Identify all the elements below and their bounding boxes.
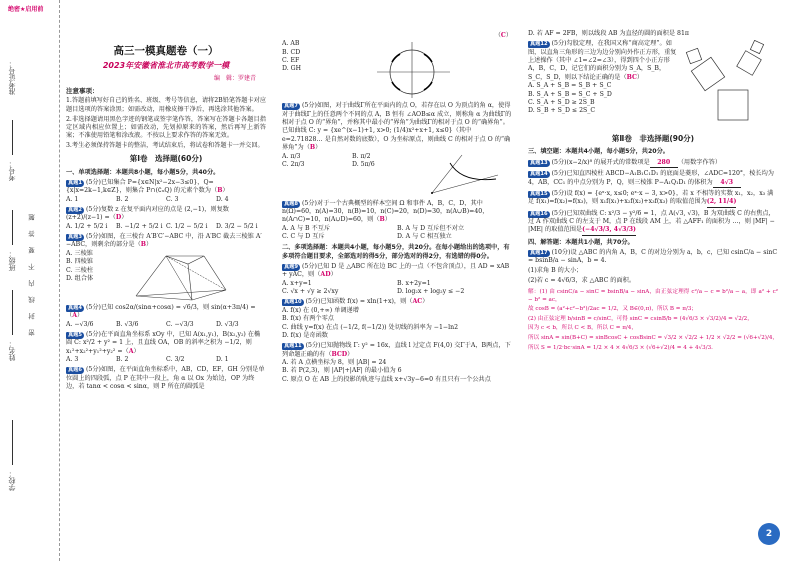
q1-options (66, 196, 266, 204)
q15-text: (5分)设 f(x) = {eˣ·x, x≤0; eˣ·x − 3, x>0}，若 x 不相等的实数 x₁，x₂，x₃ 满足 f(x₁)=f(x₂)=f(x₃)，则 x₁f(x₁)+x₂f(x₂)+x₃f(x₃) 的取值范围为 (528, 189, 774, 206)
seal-line-text: 密 封 线 内 不 要 答 题 (28, 210, 36, 337)
q7-answer: B (309, 144, 316, 152)
q12-option-c: C. S_A + S_D ≥ 2S_B (528, 98, 595, 106)
solution-line-1: 解：(1) 由 csinC/a − sinC = bsinB/a − sinA，由正弦定理得 c²/a − c = b²/a − a，即 a² + c² − b² = ac， (528, 288, 778, 303)
solution-line-4: 因为 c < b，所以 C < B，所以 C = π/4， (528, 325, 637, 332)
q3-option-d: D. 组合体 (66, 274, 94, 282)
q3-option-b: B. 四棱锥 (66, 258, 94, 266)
q10-option-c: C. 曲线 y=f(x) 在点 (−1/2, f(−1/2)) 处切线的斜率为 −1−ln2 (282, 323, 459, 331)
class-label: 班级： (8, 250, 16, 271)
q7-option-a: A. π/3 (282, 152, 301, 160)
editor-line: 编 辑：罗建青 (213, 74, 256, 82)
q12-answer: BC (626, 73, 637, 81)
q4-option-c: C. −√3/3 (166, 320, 194, 328)
q11-option-c: C. 原点 O 在 AB 上的投影的轨迹与直线 x+√3y−6=0 有且只有一个公共点 (282, 375, 491, 383)
q2-tag: 真题2 (68, 207, 82, 214)
question-6 (66, 366, 266, 391)
solution-line-6: 所以 S = 1/2·bc·sinA = 1/2 × 4 × 4√6/3 × (√6+√2)/4 = 4 + 4√3/3. (528, 344, 713, 351)
q7-option-b: B. π/2 (352, 152, 371, 160)
q3-option-c: C. 三棱柱 (66, 266, 94, 274)
q3-answer: B (140, 241, 146, 249)
q12-option-d: D. S_B + S_D ≤ 2S_C (528, 107, 596, 115)
q1-text: (5分)已知集合 P={x∈N|x²−2x−3≤0}，Q={x|x=2k−1,k∈Z}，则集合 P∩(∁ᵤQ) 的元素个数为 (66, 178, 214, 195)
boundary-angle-figure (422, 153, 502, 198)
q6-body (282, 40, 512, 100)
solution-line-3: (2) 由正弦定理 b/sinB = c/sinC，可得 sinC = csinB/b = (4√6/3 × √3/2)/4 = √2/2， (528, 315, 753, 322)
question-10: 真题10 (5分)已知函数 f(x) = xln(1+x)，则（AC） A. f(x) 在 (0,+∞) 单调递增 B. f(x) 有两个零点 C. 曲线 y=f(x) 在点 (−1/2, f(−1/2)) 处切线的斜率为 −1−ln2 D. f(x) 是奇函数 (282, 298, 512, 340)
q2-option-c: C. 1/2 − 5/2 i (166, 222, 208, 230)
q9-options (282, 280, 512, 297)
exam-title: 高三一模真题卷（一） (113, 45, 219, 57)
q1-option-c: C. 3 (166, 195, 179, 203)
q11-option-b: B. 若 P(2,3)，则 |AP|+|AF| 的最小值为 6 (282, 367, 402, 375)
q7-body (282, 153, 512, 198)
q7-option-d: D. 5π/6 (352, 160, 375, 168)
q1-answer: B (217, 187, 223, 195)
ticket-no-label: 准考证号： (8, 60, 16, 95)
q13-tail: （用数字作答） (677, 158, 722, 166)
q5-option-b: B. 2 (116, 356, 129, 363)
q17-sub-1: (1)求角 B 的大小； (528, 267, 583, 275)
q8-answer: B (379, 216, 385, 224)
q2-option-a: A. 1/2 + 5/2 i (66, 222, 108, 230)
q10-tag: 真题10 (284, 299, 302, 306)
q2-answer: D (115, 214, 122, 222)
q6-option-c: C. EF (282, 57, 300, 65)
q11-tag: 真题11 (284, 343, 302, 350)
page-number: 2 (758, 523, 780, 545)
solution-line-5: 所以 sinA = sin(B+C) = sinBcosC + cosBsinC = √3/2 × √2/2 + 1/2 × √2/2 = (√6+√2)/4， (528, 335, 779, 342)
q3-option-a: A. 三棱锥 (66, 249, 93, 257)
name-label: 姓名： (8, 340, 16, 361)
q1-option-d: D. 4 (216, 195, 229, 203)
solution-line-2: 故 cosB = (a²+c²−b²)/2ac = 1/2，又 B∈(0,π)，所以 B = π/3； (528, 306, 697, 313)
q2-text: (5分)复数 z 在复平面内对应的点是 (2,−1)，则复数 (z+2)/(z−1) = (66, 206, 229, 222)
q3-options (66, 250, 126, 283)
q13-tag: 真题13 (530, 159, 548, 166)
q10-option-d: D. f(x) 是奇函数 (282, 331, 328, 339)
q8-tag: 真题8 (284, 200, 298, 207)
note-1: 1.答题前填写好自己的姓名、班级、考号等信息，请将2B铅笔答题卡对应题目选项的答案涂黑；如需改动，用橡皮擦干净后，再选涂其他答案。 (66, 97, 267, 113)
q4-answer: A (72, 312, 77, 320)
q2-option-b: B. −1/2 + 5/2 i (116, 222, 163, 230)
q6-tag: 真题6 (68, 367, 82, 374)
q7-option-c: C. 2π/3 (282, 160, 305, 168)
question-15 (528, 190, 778, 208)
question-16 (528, 210, 778, 236)
q11-text: (5分)已知抛物线 Γ: y² = 16x，直线 l 过定点 F(4,0) 交Γ于A，B两点，下列命题正确的有 (282, 342, 511, 358)
q16-text: (5分)已知双曲线 C: x²/3 − y²/6 = 1，点 A(√3, √3)，B 为双曲线 C 的右焦点，过 A 作双曲线 C 的左支于 M，点 P 在线段 AM 上，若 △AFF₁ 的面积为 …，则 |MF| − |ME| 的取值范围是 (528, 209, 775, 234)
q1-option-b: B. 2 (116, 195, 129, 203)
q5-option-d: D. 1 (216, 356, 229, 363)
q9-option-a: A. x+y=1 (282, 279, 312, 287)
q8-option-d: D. A 与 C 相互独立 (397, 232, 452, 240)
note-2: 2.非选择题请用黑色字迹的钢笔或签字笔作答，答案写在答题卡各题目指定区域内相应位置上；如需改动，先划掉原来的答案，然后再写上新答案；不准使用铅笔和涂改液。不按以上要求作答的答案无效。 (66, 115, 266, 140)
q4-option-b: B. √3/6 (116, 320, 139, 328)
q9-option-c: C. √x + √y ≥ 2√xy (282, 288, 339, 296)
part1-title: 第Ⅰ卷 选择题(60分) (129, 154, 203, 164)
exam-no-label: 考号： (8, 160, 16, 181)
q17-tag: 真题17 (530, 250, 548, 257)
q2-options (66, 223, 266, 231)
section2-heading: 二、多项选择题：本题共4小题，每小题5分，共20分。在每小题给出的选项中，有多项符合题目要求，全部选对的得5分，部分选对的得2分，有选错的得0分。 (282, 244, 510, 260)
section1-heading: 一、单项选择题：本题共8小题，每小题5分，共40分。 (66, 168, 220, 176)
section4-heading: 四、解答题：本题共1小题，共70分。 (528, 238, 634, 246)
q5-options (66, 356, 266, 364)
q10-text: (5分)已知函数 f(x) = xln(1+x)，则 (305, 298, 407, 306)
q13-answer: 280 (650, 159, 678, 168)
q7-text: (5分)如图，对于曲线Γ所在平面内的点 O，若存在以 O 为顶点的角 α，使得对于曲线Γ上的任意两个不同的点 A，B 恒有 ∠AOB≤α 成立，则称角 α 为曲线Γ的相对于点 O 的“界角”，并称其中最小的“界角”为曲线Γ的相对于点 O 的“确界角”。已知曲线 C: y = {xe^(x−1)+1, x>0; (1/4)x²+x+1, x≤0}（其中 e=2.71828… 是自然对数的底数），O 为坐标原点，则曲线 C 的相对于点 O 的“确界角”为 (282, 102, 512, 152)
q12-option-a: A. S_A + S_B = S_B + S_C (528, 82, 612, 90)
exam-subtitle: 2023年安徽省淮北市高考数学一模 (102, 61, 230, 71)
q17-sub-2: (2)若 c = 4√6/3，求 △ABC 的面积。 (528, 277, 636, 285)
q6-option-a: A. AB (282, 40, 300, 48)
pythagorean-squares-figure (678, 40, 773, 130)
q11-option-a: A. 若 A 点横坐标为 8，则 |AB| = 24 (282, 358, 387, 366)
binding-margin (0, 0, 60, 561)
q7-tag: 真题7 (284, 103, 298, 110)
class-line (12, 210, 13, 245)
question-12: 真题12 (5分)勾股定理，在我国又称“商高定理”。如图，以直角三角形的三边为边分别向外作正方形，重复上述操作（其中 ∠1=∠2=∠3），得到四个小正方形 A，B，C，D，记它们的面积分别为 S_A，S_B，S_C，S_D，则以下结论正确的是（BC） A. S_A + S_B = S_B + S_C B. S_A + S_B = S_C + S_D C. S_A + S_D ≥ 2S_B D. S_B + S_D ≤ 2S_C (528, 40, 778, 130)
column-1 (66, 20, 266, 393)
q10-option-a: A. f(x) 在 (0,+∞) 单调递增 (282, 306, 359, 314)
q10-answer: AC (412, 298, 423, 306)
school-label: 学校： (8, 470, 16, 491)
q5-option-a: A. 3 (66, 356, 79, 363)
q6-option-b: B. CD (282, 48, 301, 56)
q5-answer: A (128, 347, 134, 355)
secret-tag: 绝密★启用前 (8, 6, 44, 13)
q1-tag: 真题1 (68, 179, 82, 186)
question-13 (528, 159, 778, 168)
q4-option-a: A. −√3/6 (66, 320, 94, 328)
q14-text: (5分)已知直四棱柱 ABCD−A₁B₁C₁D₁ 的底面是菱形，∠ADC=120°，棱长均为 4，AB，CC₁ 的中点分别为 P，Q，则三棱锥 P−A₁Q₁D₁ 的体积为 (528, 170, 774, 186)
q4-text: (5分)已知 cos2α/(sinα+cosα) = √6/3，则 sin(α+3π/4) = (86, 303, 256, 311)
exam-no-line (12, 120, 13, 155)
question-5: 真题5 (5分)在平面直角坐标系 xOy 中，已知 A(x₁,y₁)，B(x₂,y₂) 在椭圆 C: x²/2 + y² = 1 上，且直线 OA，OB 的斜率之积为 −1/2，则 x₁²+x₂²+y₁²+y₂² =（A） A. 3 B. 2 C. 3/2 D. 1 (66, 331, 266, 364)
question-1: 真题1 (5分)已知集合 P={x∈N|x²−2x−3≤0}，Q={x|x=2k−1,k∈Z}，则集合 P∩(∁ᵤQ) 的元素个数为（B） A. 1 B. 2 C. 3 D. 4 (66, 179, 266, 204)
question-8: 真题8 (5分)对于一个古典概型的样本空间 Ω 和事件 A，B，C，D，其中 n(Ω)=60，n(A)=30，n(B)=10，n(C)=20，n(D)=30，n(A∪B)=40，n(A∩C)=10，n(A∪D)=60，则（B） A. A 与 B 不互斥 B. A 与 D 互斥但不对立 C. C 与 D 互斥 D. A 与 C 相互独立 (282, 200, 512, 242)
q12-text: (5分)勾股定理，在我国又称“商高定理”。如图，以直角三角形的三边为边分别向外作正方形，重复上述操作（其中 ∠1=∠2=∠3），得到四个小正方形 A，B，C，D，记它们的面积分别为 S_A，S_B，S_C，S_D，则以下结论正确的是 (528, 40, 677, 81)
q6-option-d: D. GH (282, 65, 302, 73)
question-4: 真题4 (5分)已知 cos2α/(sinα+cosα) = √6/3，则 sin(α+3π/4) =（A） A. −√3/6 B. √3/6 C. −√3/3 D. √3/3 (66, 304, 266, 329)
column-3 (528, 30, 778, 353)
q1-option-a: A. 1 (66, 195, 79, 203)
q11-options (282, 359, 512, 384)
question-7: 真题7 (5分)如图，对于曲线Γ所在平面内的点 O，若存在以 O 为顶点的角 α，使得对于曲线Γ上的任意两个不同的点 A，B 恒有 ∠AOB≤α 成立，则称角 α 为曲线Γ的相对于点 O 的“界角”，并称其中最小的“界角”为曲线Γ的相对于点 O 的“确界角”。已知曲线 C: y = {xe^(x−1)+1, x>0; (1/4)x²+x+1, x≤0}（其中 e=2.71828… 是自然对数的底数），O 为坐标原点，则曲线 C 的相对于点 O 的“确界角”为（B） A. π/3 B. π/2 C. 2π/3 D. 5π/6 (282, 102, 512, 197)
q11-option-d: D. 若 AF = 2FB，则以线段 AB 为直径的圆的面积是 81π (528, 30, 689, 37)
section3-heading: 三、填空题：本题共4小题，每小题5分，共20分。 (528, 148, 669, 156)
frustum-figure (126, 250, 236, 302)
question-9: 真题9 (5分)已知 D 是 △ABC 所在边 BC 上的一点（不包含顶点），且 AD = xAB + yAC，则（AD） A. x+y=1 B. x+2y=1 C. √x + √y ≥ 2√xy D. log₂x + log₂y ≤ −2 (282, 263, 512, 296)
q13-text: (5分)(x−2/x)⁸ 的展开式的常数项是 (551, 158, 650, 166)
q12-options (528, 82, 678, 115)
q6-text: (5分)如图，在平面直角坐标系中，AB，CD，EF，GH 分别是单位圆上的四段弧，点 P 在其中一段上，角 α 以 Ox 为始边，OP 为终边，若 tanα < cosα < sinα，则 P 所在的圆弧是 (66, 366, 265, 391)
q8-options (282, 225, 512, 242)
q9-tag: 真题9 (284, 264, 298, 271)
q3-body (66, 250, 266, 302)
q8-option-b: B. A 与 D 互斥但不对立 (397, 224, 465, 232)
question-17 (528, 249, 778, 285)
q4-tag: 真题4 (68, 304, 82, 311)
q9-option-d: D. log₂x + log₂y ≤ −2 (397, 288, 465, 296)
question-6-cont: （C） A. AB B. CD C. EF D. GH (282, 32, 512, 100)
name-line (12, 290, 13, 335)
question-2: 真题2 (5分)复数 z 在复平面内对应的点是 (2,−1)，则复数 (z+2)/(z−1) =（D） A. 1/2 + 5/2 i B. −1/2 + 5/2 i C. 1/2 − 5/2 i D. 3/2 − 5/2 i (66, 206, 266, 231)
q2-option-d: D. 3/2 − 5/2 i (216, 222, 258, 230)
q12-option-b: B. S_A + S_B = S_C + S_D (528, 90, 612, 98)
q6-answer: C (500, 32, 506, 39)
unit-circle-figure (372, 40, 452, 100)
q6-options (282, 40, 372, 73)
q12-tag: 真题12 (530, 41, 548, 48)
q16-tag: 真题16 (530, 210, 548, 217)
note-3: 3.考生必须保持答题卡的整洁，考试结束后，将试卷和答题卡一并交回。 (66, 142, 264, 150)
q3-text: (5分)如图，在三棱台 A′B′C′−ABC 中，沿 A′BC 截去三棱锥 A′−ABC，则剩余的部分是 (66, 233, 262, 249)
q11-answer: BCD (331, 350, 348, 358)
question-11: 真题11 (5分)已知抛物线 Γ: y² = 16x，直线 l 过定点 F(4,0) 交Γ于A，B两点，下列命题正确的有（BCD） A. 若 A 点横坐标为 8，则 |AB| = 24 B. 若 P(2,3)，则 |AP|+|AF| 的最小值为 6 C. 原点 O 在 AB 上的投影的轨迹与直线 x+√3y−6=0 有且只有一个公共点 (282, 342, 511, 383)
q11-options-cont (528, 30, 778, 38)
q15-answer: (2, 11/4) (707, 198, 737, 207)
q8-option-c: C. C 与 D 互斥 (282, 232, 325, 240)
q17-text: (10分)设 △ABC 的内角 A，B，C 的对边分别为 a，b，c，已知 csinC/a − sinC = bsinB/a − sinA，b = 4. (528, 249, 778, 265)
notes-heading: 注意事项： (66, 87, 99, 96)
school-line (12, 420, 13, 465)
q5-tag: 真题5 (68, 331, 82, 338)
question-14 (528, 170, 778, 188)
question-3: 真题3 (5分)如图，在三棱台 A′B′C′−ABC 中，沿 A′BC 截去三棱锥 A′−ABC，则剩余的部分是（B） A. 三棱锥 B. 四棱锥 C. 三棱柱 D. 组合体 (66, 233, 266, 302)
q10-option-b: B. f(x) 有两个零点 (282, 315, 334, 323)
q15-tag: 真题15 (530, 190, 548, 197)
q8-text: (5分)对于一个古典概型的样本空间 Ω 和事件 A，B，C，D，其中 n(Ω)=60，n(A)=30，n(B)=10，n(C)=20，n(D)=30，n(A∪B)=40，n(A∩C)=10，n(A∪D)=60，则 (282, 199, 489, 224)
part2-title: 第Ⅱ卷 非选择题(90分) (611, 134, 695, 144)
q7-options (282, 153, 422, 170)
column-2 (282, 30, 512, 386)
q5-text: (5分)在平面直角坐标系 xOy 中，已知 A(x₁,y₁)，B(x₂,y₂) 在椭圆 C: x²/2 + y² = 1 上，且直线 OA，OB 的斜率之积为 −1/2，则 x₁²+x₂²+y₁²+y₂² = (66, 330, 261, 355)
q4-option-d: D. √3/3 (216, 320, 239, 328)
q14-tag: 真题14 (530, 171, 548, 178)
q8-option-a: A. A 与 B 不互斥 (282, 224, 331, 232)
q14-answer: 4√3 (713, 179, 741, 188)
q9-text: (5分)已知 D 是 △ABC 所在边 BC 上的一点（不包含顶点），且 AD = xAB + yAC，则 (282, 263, 510, 279)
q5-option-c: C. 3/2 (166, 356, 185, 363)
q9-option-b: B. x+2y=1 (397, 279, 431, 287)
q16-answer: (−4√3/3, 4√3/3) (582, 226, 636, 235)
q9-answer: AD (320, 271, 331, 279)
q3-tag: 真题3 (68, 234, 82, 241)
q10-options (282, 307, 512, 340)
q17-solution (528, 288, 778, 352)
q4-options (66, 321, 266, 329)
